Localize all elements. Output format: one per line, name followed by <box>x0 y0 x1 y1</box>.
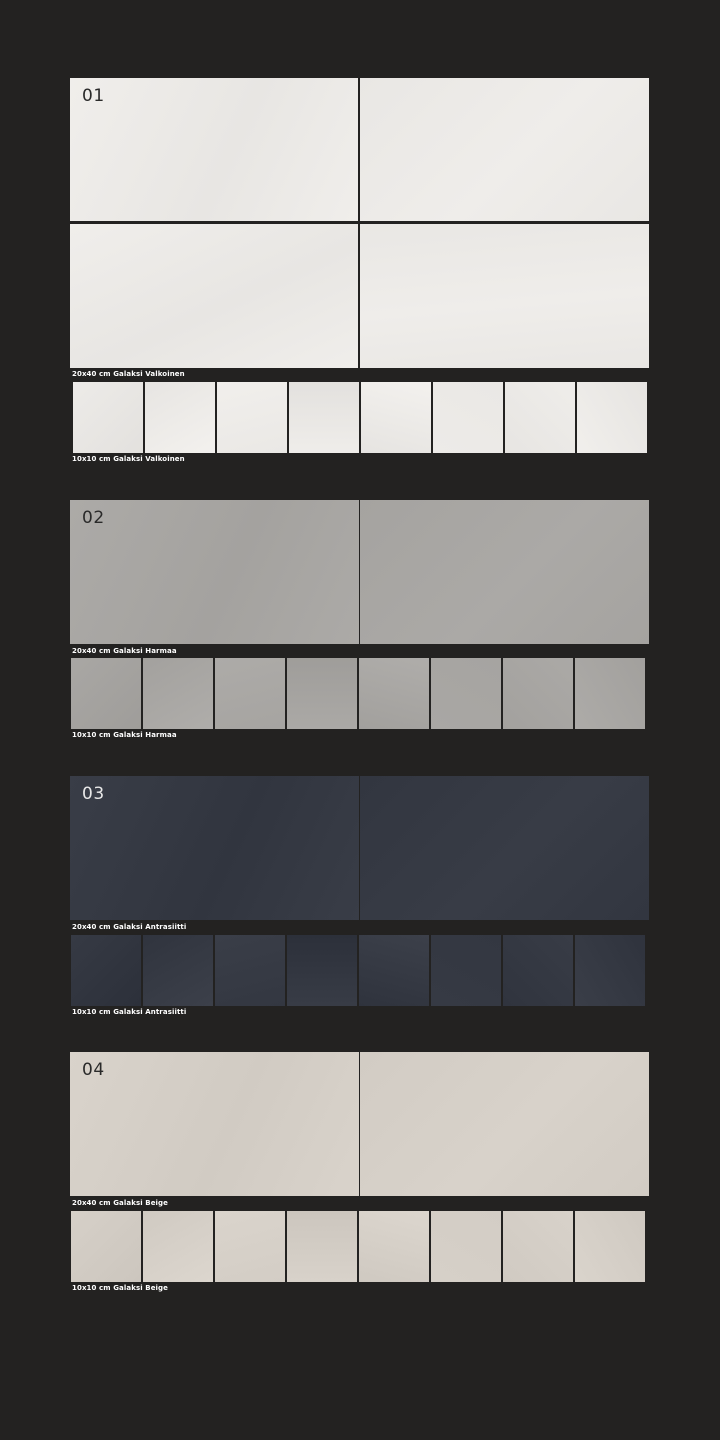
small-tile <box>503 935 573 1006</box>
small-tile <box>431 935 501 1006</box>
large-tile <box>70 224 358 368</box>
small-tile-caption: 10x10 cm Galaksi Beige <box>72 1284 169 1292</box>
large-tile-caption: 20x40 cm Galaksi Beige <box>72 1199 169 1207</box>
section-number: 04 <box>82 1060 105 1080</box>
large-tile <box>360 1052 649 1196</box>
large-tile <box>70 78 358 221</box>
small-tile <box>287 658 357 729</box>
section-number: 01 <box>82 86 105 106</box>
large-tile-block <box>70 500 649 644</box>
large-tile-caption: 20x40 cm Galaksi Valkoinen <box>72 370 185 378</box>
small-tile <box>361 382 431 453</box>
small-tile <box>287 935 357 1006</box>
small-tile <box>575 1211 645 1282</box>
small-tile <box>287 1211 357 1282</box>
small-tile-row <box>71 935 647 1006</box>
large-tile-block <box>70 776 649 920</box>
small-tile <box>577 382 647 453</box>
section-number: 03 <box>82 784 105 804</box>
small-tile <box>359 935 429 1006</box>
small-tile <box>143 1211 213 1282</box>
section-number: 02 <box>82 508 105 528</box>
small-tile <box>359 1211 429 1282</box>
small-tile-row <box>71 1211 647 1282</box>
small-tile-row <box>73 382 649 453</box>
small-tile <box>71 658 141 729</box>
small-tile <box>215 1211 285 1282</box>
small-tile <box>503 1211 573 1282</box>
small-tile <box>359 658 429 729</box>
small-tile <box>71 1211 141 1282</box>
small-tile <box>73 382 143 453</box>
large-tile <box>360 776 649 920</box>
small-tile-caption: 10x10 cm Galaksi Harmaa <box>72 731 177 739</box>
small-tile-caption: 10x10 cm Galaksi Antrasiitti <box>72 1008 187 1016</box>
small-tile <box>215 658 285 729</box>
small-tile <box>431 658 501 729</box>
large-tile-caption: 20x40 cm Galaksi Harmaa <box>72 647 177 655</box>
large-tile <box>70 500 359 644</box>
large-tile-caption: 20x40 cm Galaksi Antrasiitti <box>72 923 187 931</box>
large-tile <box>360 224 649 368</box>
large-tile <box>70 1052 359 1196</box>
small-tile-caption: 10x10 cm Galaksi Valkoinen <box>72 455 185 463</box>
small-tile <box>433 382 503 453</box>
small-tile <box>143 658 213 729</box>
small-tile <box>217 382 287 453</box>
small-tile <box>215 935 285 1006</box>
small-tile <box>143 935 213 1006</box>
small-tile <box>503 658 573 729</box>
small-tile <box>575 935 645 1006</box>
large-tile-block <box>70 78 649 368</box>
large-tile <box>70 776 359 920</box>
small-tile <box>145 382 215 453</box>
small-tile <box>505 382 575 453</box>
large-tile <box>360 78 649 221</box>
small-tile <box>289 382 359 453</box>
small-tile <box>431 1211 501 1282</box>
small-tile-row <box>71 658 647 729</box>
small-tile <box>575 658 645 729</box>
small-tile <box>71 935 141 1006</box>
large-tile <box>360 500 649 644</box>
large-tile-block <box>70 1052 649 1196</box>
